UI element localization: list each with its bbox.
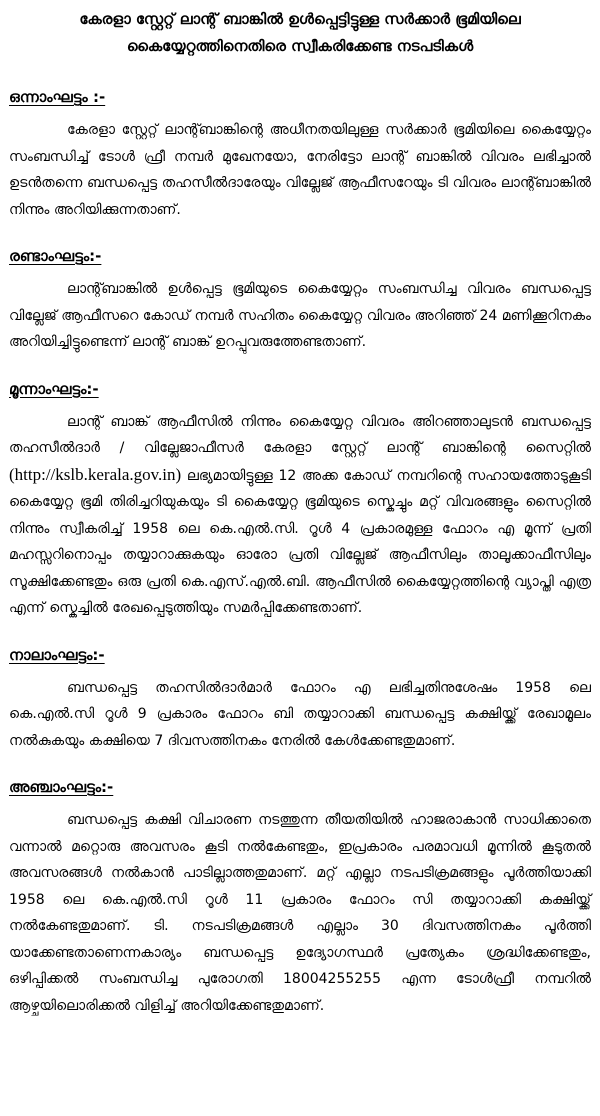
title-line-2: കൈയ്യേറ്റത്തിനെതിരെ സ്വീകരിക്കേണ്ട നടപടികൾ xyxy=(126,37,474,55)
section-stage-5 xyxy=(9,776,591,1019)
document-title xyxy=(9,6,591,60)
section-paragraph: ബന്ധപ്പെട്ട തഹസിൽദാർമാർ ഫോറം എ ലഭിച്ചതിനുശേഷം 1958 ലെ കെ.എൽ.സി റൂൾ 9 പ്രകാരം ഫോറം ബി തയ്യാറാക്കി ബന്ധപ്പെട്ട കക്ഷിയ്ക്ക് രേഖാമൂലം നൽകുകയും കക്ഷിയെ 7 ദിവസത്തിനകം നേരിൽ കേൾക്കേണ്ടതുമാണ്. xyxy=(9,679,591,749)
section-stage-4 xyxy=(9,644,591,755)
section-heading: രണ്ടാംഘട്ടം:- xyxy=(9,247,102,265)
website-url: (http://kslb.kerala.gov.in) xyxy=(9,464,182,484)
section-paragraph: കേരളാ സ്റ്റേറ്റ് ലാന്റ്ബാങ്കിന്റെ അധീനതയിലുള്ള സർക്കാർ ഭൂമിയിലെ കൈയ്യേറ്റം സംബന്ധിച്ച് ടോൾ ഫ്രീ നമ്പർ മുഖേനയോ, നേരിട്ടോ ലാന്റ് ബാങ്കിൽ വിവരം ലഭിച്ചാൽ ഉടൻതന്നെ ബന്ധപ്പെട്ട തഹസീൽദാരേയും വില്ലേജ് ആഫീസറേയും ടി വിവരം ലാന്റ്ബാങ്കിൽ നിന്നും അറിയിക്കുന്നതാണ്. xyxy=(9,122,591,218)
section-paragraph xyxy=(9,409,591,622)
paragraph-text-before-url: ലാന്റ് ബാങ്ക് ആഫീസിൽ നിന്നും കൈയ്യേറ്റ വിവരം അിറഞ്ഞാലുടൻ ബന്ധപ്പെട്ട തഹസീൽദാർ / വില്ലേജാഫീസർ കേരളാ സ്റ്റേറ്റ് ലാന്റ് ബാങ്കിന്റെ സൈറ്റിൽ xyxy=(9,413,591,456)
paragraph-text-after-url: ലഭ്യമായിട്ടുള്ള 12 അക്ക കോഡ് നമ്പറിന്റെ സഹായത്തോടുകൂടി കൈയ്യേറ്റ ഭൂമി തിരിച്ചറിയുകയും ടി കൈയ്യേറ്റ ഭൂമിയുടെ സ്കെച്ചും മറ്റ് വിവരങ്ങളും സൈറ്റിൽ നിന്നും സ്വീകരിച്ച് 1958 ലെ കെ.എൽ.സി. റൂൾ 4 പ്രകാരമുള്ള ഫോറം എ മൂന്ന് പ്രതി മഹസ്സറിനൊപ്പം തയ്യാറാക്കുകയും ഓരോ പ്രതി വില്ലേജ് ആഫീസിലും താലൂക്കാഫീസിലും സൂക്ഷിക്കേണ്ടതും ഒരു പ്രതി കെ.എസ്.എൽ.ബി. ആഫീസിൽ കൈയ്യേറ്റത്തിന്റെ വ്യാപ്തി എത്ര എന്ന് സ്കെച്ചിൽ രേഖപ്പെടുത്തിയും സമർപ്പിക്കേണ്ടതാണ്. xyxy=(9,467,591,616)
section-heading: നാലാംഘട്ടം:- xyxy=(9,645,105,664)
section-heading: ഒന്നാംഘട്ടം :- xyxy=(9,88,106,106)
section-stage-2 xyxy=(9,245,591,356)
section-stage-3 xyxy=(9,378,591,622)
section-heading: അഞ്ചാംഘട്ടം:- xyxy=(9,778,114,796)
section-stage-1 xyxy=(9,86,591,223)
section-heading: മൂന്നാംഘട്ടം:- xyxy=(9,379,99,398)
section-paragraph: ബന്ധപ്പെട്ട കക്ഷി വിചാരണ നടത്തുന്ന തീയതിയിൽ ഹാജരാകാൻ സാധിക്കാതെ വന്നാൽ മറ്റൊരു അവസരം കൂടി നൽകേണ്ടതും, ഇപ്രകാരം പരമാവധി മൂന്നിൽ കൂടുതൽ അവസരങ്ങൾ നൽകാൻ പാടില്ലാത്തതുമാണ്. മറ്റ് എല്ലാ നടപടിക്രമങ്ങളും പൂർത്തിയാക്കി 1958 ലെ കെ.എൽ.സി റൂൾ 11 പ്രകാരം ഫോറം സി തയ്യാറാക്കി കക്ഷിയ്ക്ക് നൽകേണ്ടതുമാണ്. ടി. നടപടിക്രമങ്ങൾ എല്ലാം 30 ദിവസത്തിനകം പൂർത്തി യാക്കേണ്ടതാണെന്നകാര്യം ബന്ധപ്പെട്ട ഉദ്യോഗസ്ഥർ പ്രത്യേകം ശ്രദ്ധിക്കേണ്ടതും, ഒഴിപ്പിക്കൽ സംബന്ധിച്ച പുരോഗതി 18004255255 എന്ന ടോൾഫ്രീ നമ്പറിൽ ആഴ്ചയിലൊരിക്കൽ വിളിച്ച് അറിയിക്കേണ്ടതുമാണ്. xyxy=(9,812,591,1014)
title-line-1: കേരളാ സ്റ്റേറ്റ് ലാന്റ് ബാങ്കിൽ ഉൾപ്പെട്ടിട്ടുള്ള സർക്കാർ ഭൂമിയിലെ xyxy=(79,10,521,28)
section-paragraph: ലാന്റ്ബാങ്കിൽ ഉൾപ്പെട്ട ഭൂമിയുടെ കൈയ്യേറ്റം സംബന്ധിച്ച വിവരം ബന്ധപ്പെട്ട വില്ലേജ് ആഫീസറെ കോഡ് നമ്പർ സഹിതം കൈയ്യേറ്റ വിവരം അറിഞ്ഞ് 24 മണിക്കൂറിനകം അറിയിച്ചിട്ടുണ്ടെന്ന് ലാന്റ് ബാങ്ക് ഉറപ്പുവരുത്തേണ്ടതാണ്. xyxy=(9,281,591,350)
